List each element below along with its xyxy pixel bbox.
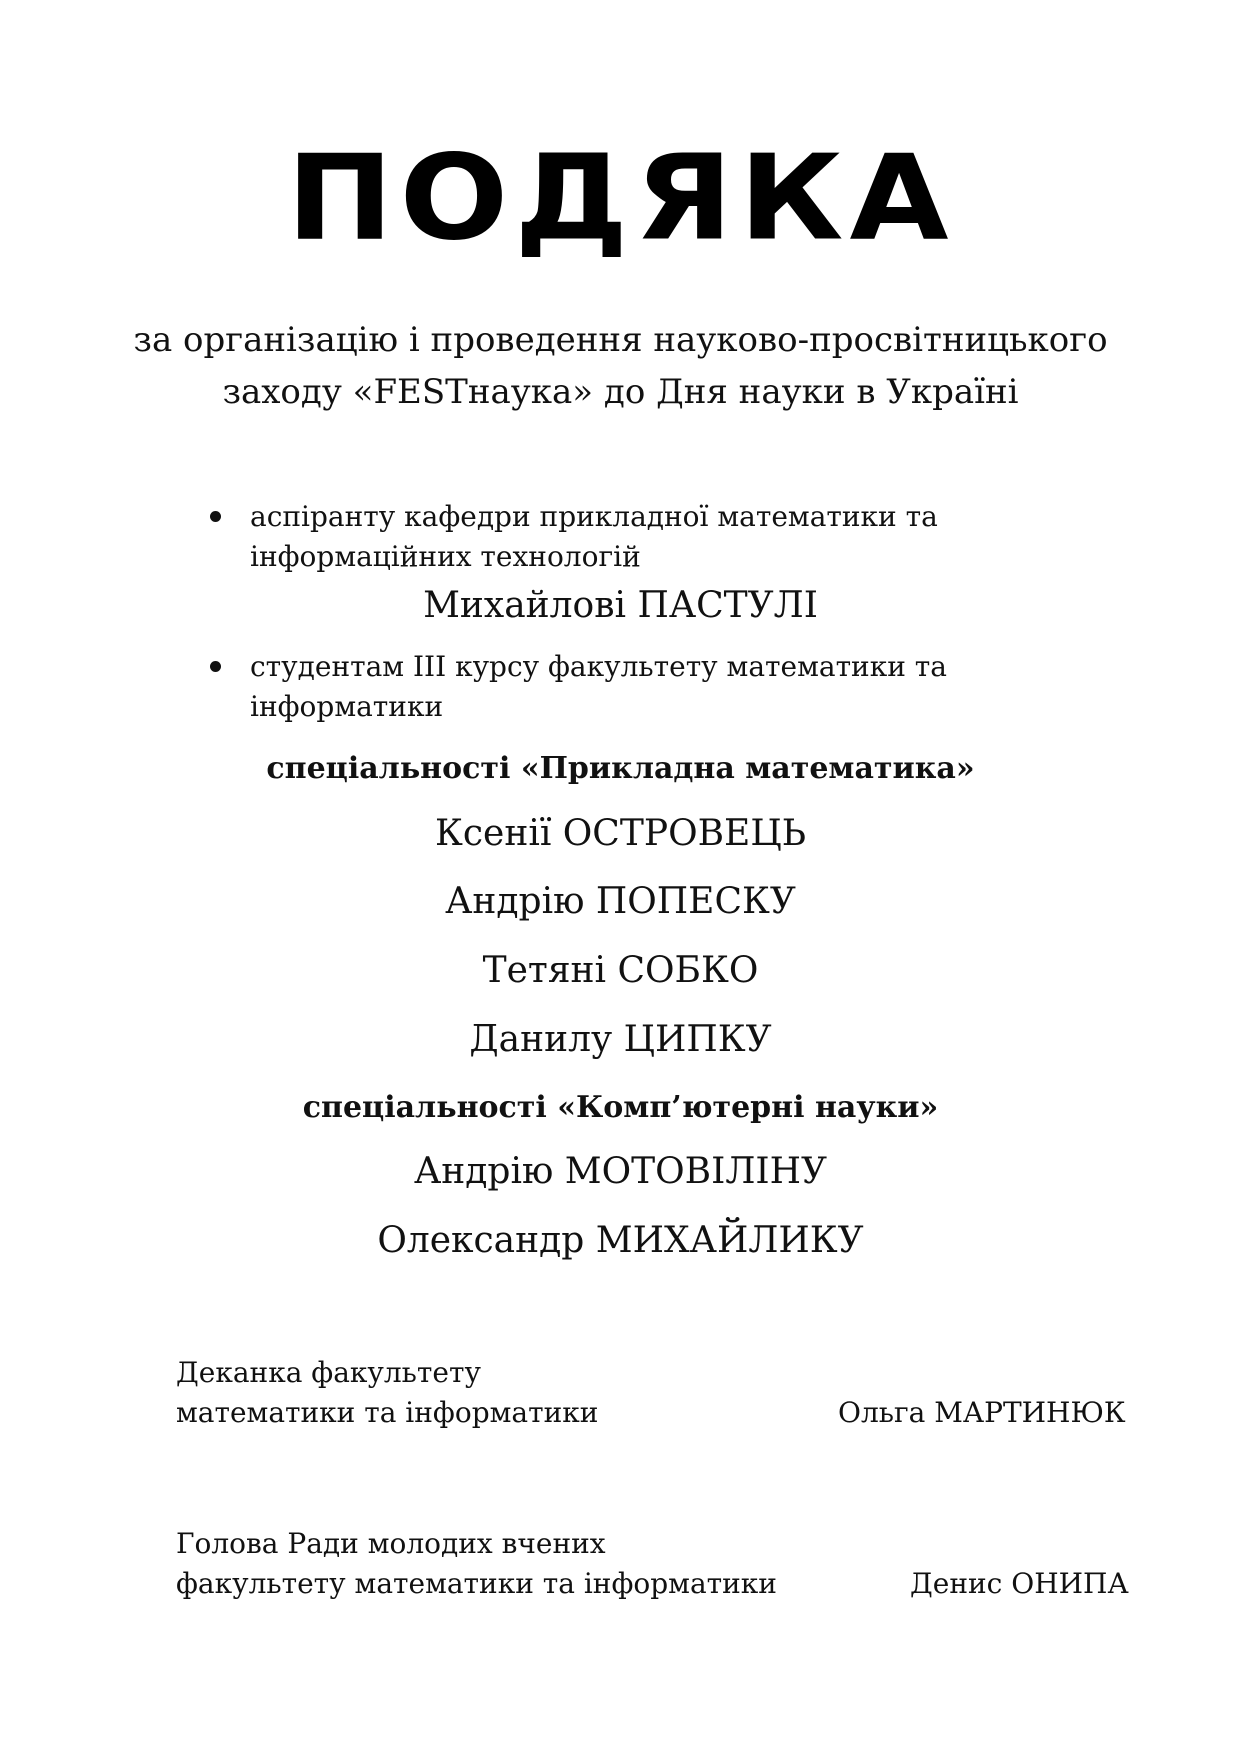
list-item-line-2: інформаційних технологій: [250, 540, 641, 573]
recipient-name: Олександр МИХАЙЛИКУ: [377, 1220, 864, 1261]
recipient-name: Данилу ЦИПКУ: [469, 1019, 772, 1060]
recipient-name: Андрію МОТОВІЛІНУ: [413, 1151, 827, 1192]
page-title: ПОДЯКА: [286, 130, 955, 268]
subtitle-line-1: за організацію і проведення науково-просвітницького: [133, 320, 1108, 360]
recipient-name: Ксенії ОСТРОВЕЦЬ: [435, 813, 806, 854]
recipient-name: Михайлові ПАСТУЛІ: [423, 585, 818, 626]
signatory-name: Денис ОНИПА: [910, 1567, 1129, 1600]
signatory-name: Ольга МАРТИНЮК: [838, 1396, 1126, 1429]
bullet-icon: [210, 661, 221, 672]
signatory-position: математики та інформатики: [176, 1396, 599, 1429]
list-item-line-2: інформатики: [250, 690, 444, 723]
recipient-name: Андрію ПОПЕСКУ: [445, 881, 796, 922]
list-item-line-1: студентам ІІІ курсу факультету математики та: [250, 650, 947, 683]
signatory-position: Деканка факультету: [176, 1356, 481, 1389]
signatory-position: Голова Ради молодих вчених: [176, 1527, 606, 1560]
specialty-heading-computer-science: спеціальності «Комп’ютерні науки»: [302, 1090, 939, 1125]
list-item-line-1: аспіранту кафедри прикладної математики та: [250, 500, 938, 533]
subtitle-line-2: заходу «FESTнаука» до Дня науки в Україні: [222, 372, 1019, 412]
specialty-heading-applied-math: спеціальності «Прикладна математика»: [266, 751, 975, 786]
signatory-position: факультету математики та інформатики: [176, 1567, 777, 1600]
bullet-icon: [210, 511, 221, 522]
recipient-name: Тетяні СОБКО: [482, 950, 759, 991]
